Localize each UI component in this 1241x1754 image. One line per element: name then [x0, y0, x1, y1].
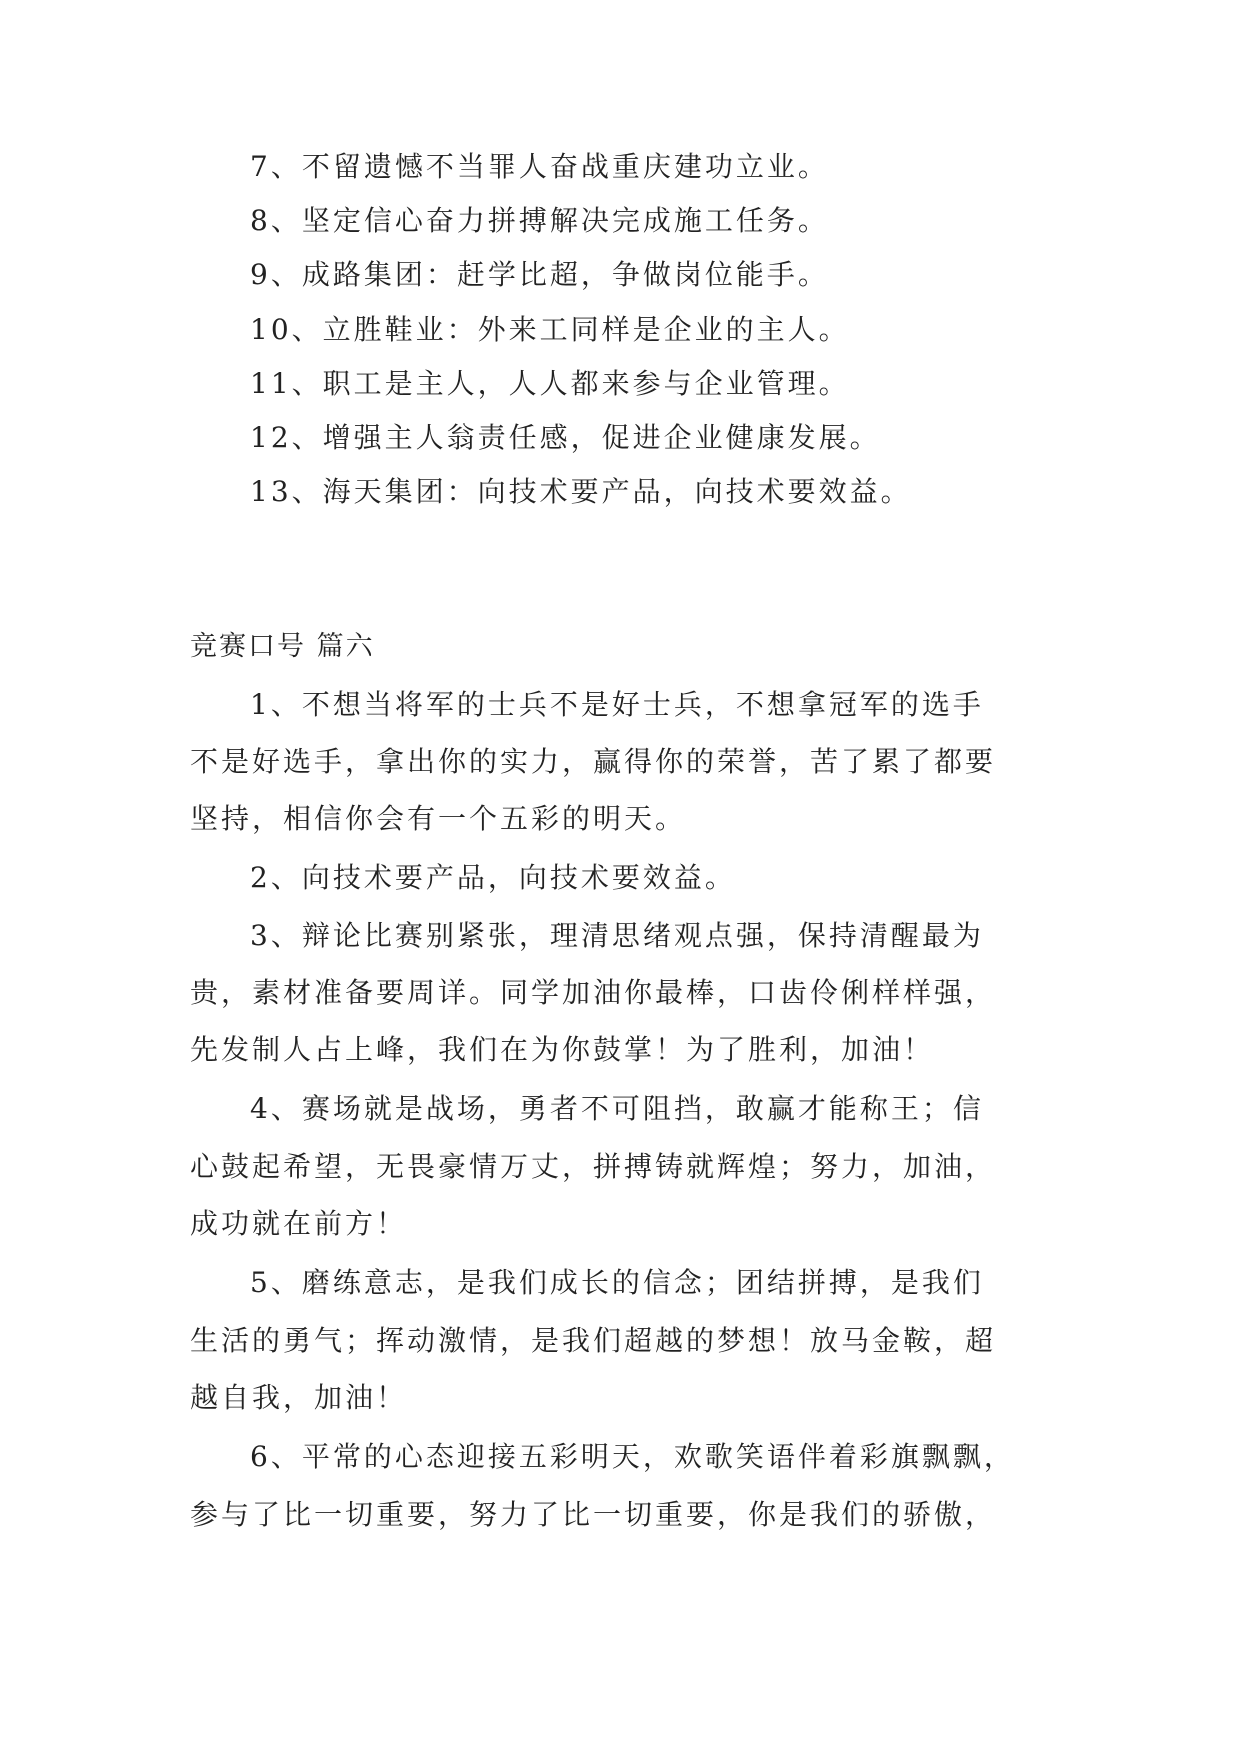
paragraph-line: 不是好选手，拿出你的实力，赢得你的荣誉，苦了累了都要	[190, 745, 997, 778]
list-item: 12、增强主人翁责任感，促进企业健康发展。	[250, 421, 881, 454]
paragraph-line: 4、赛场就是战场，勇者不可阻挡，敢赢才能称王；信	[250, 1092, 984, 1125]
paragraph-line: 成功就在前方！	[190, 1207, 408, 1240]
list-item: 11、职工是主人，人人都来参与企业管理。	[250, 367, 850, 400]
paragraph-line: 贵，素材准备要周详。同学加油你最棒，口齿伶俐样样强，	[190, 976, 997, 1009]
list-item: 8、坚定信心奋力拼搏解决完成施工任务。	[250, 204, 829, 237]
list-item: 13、海天集团：向技术要产品，向技术要效益。	[250, 475, 912, 508]
list-item: 7、不留遗憾不当罪人奋战重庆建功立业。	[250, 150, 829, 183]
paragraph-line: 生活的勇气；挥动激情，是我们超越的梦想！放马金鞍，超	[190, 1324, 997, 1357]
paragraph-line: 5、磨练意志，是我们成长的信念；团结拼搏，是我们	[250, 1266, 984, 1299]
paragraph-line: 3、辩论比赛别紧张，理清思绪观点强，保持清醒最为	[250, 919, 984, 952]
paragraph-line: 越自我，加油！	[190, 1381, 408, 1414]
section-title: 竞赛口号 篇六	[190, 631, 375, 662]
paragraph-line: 参与了比一切重要，努力了比一切重要，你是我们的骄傲，	[190, 1498, 997, 1531]
paragraph-line: 6、平常的心态迎接五彩明天，欢歌笑语伴着彩旗飘飘，	[250, 1440, 1015, 1473]
paragraph-line: 心鼓起希望，无畏豪情万丈，拼搏铸就辉煌；努力，加油，	[190, 1150, 997, 1183]
paragraph-line: 坚持，相信你会有一个五彩的明天。	[190, 802, 687, 835]
list-item: 9、成路集团：赶学比超，争做岗位能手。	[250, 258, 829, 291]
paragraph-line: 2、向技术要产品，向技术要效益。	[250, 861, 736, 894]
paragraph-line: 先发制人占上峰，我们在为你鼓掌！为了胜利，加油！	[190, 1033, 935, 1066]
paragraph-line: 1、不想当将军的士兵不是好士兵，不想拿冠军的选手	[250, 688, 984, 721]
list-item: 10、立胜鞋业：外来工同样是企业的主人。	[250, 313, 850, 346]
